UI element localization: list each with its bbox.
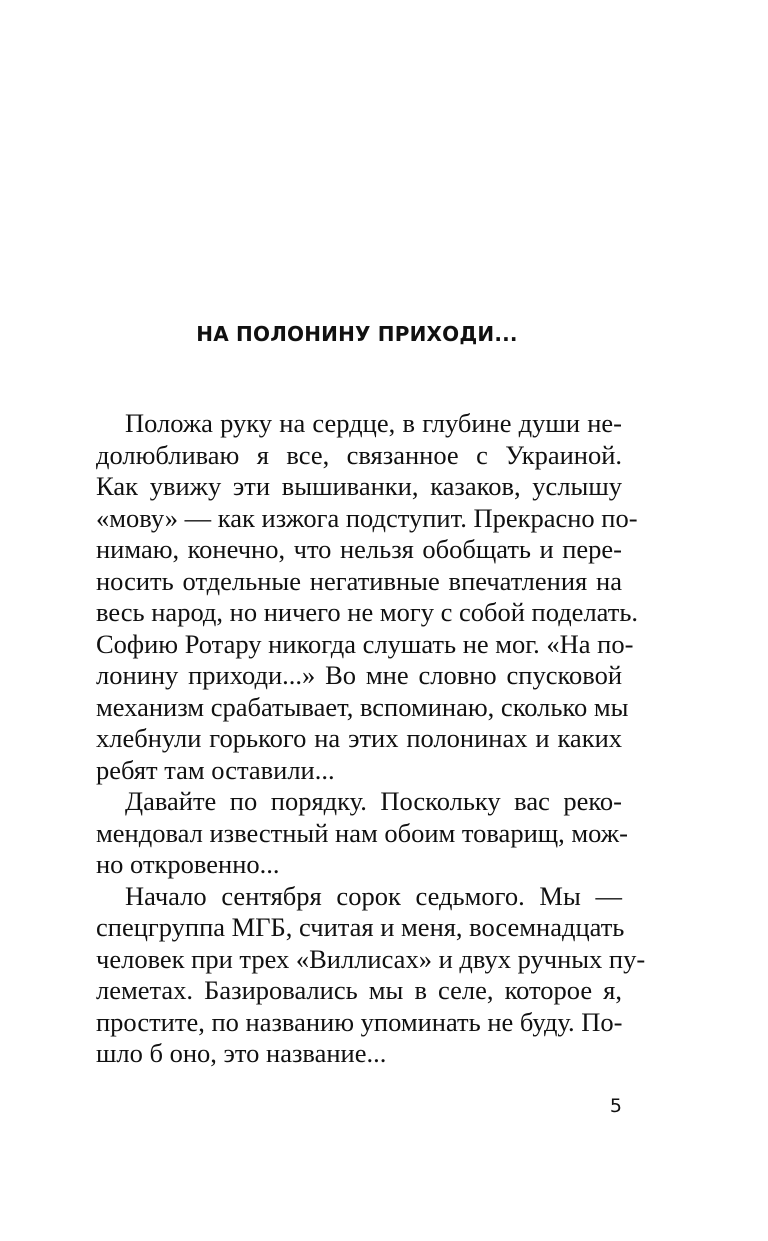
body-text — [96, 408, 646, 1070]
text-line: Софию Ротару никогда слушать не мог. «На по- — [96, 628, 634, 659]
text-line: Начало сентября сорок седьмого. Мы — — [125, 880, 622, 911]
text-line: леметах. Базировались мы в селе, которое я, — [96, 975, 622, 1005]
text-line: но откровенно... — [96, 849, 280, 879]
text-line: долюбливаю я все, связанное с Украиной. — [96, 439, 622, 470]
text-line: нимаю, конечно, что нельзя обобщать и пере- — [96, 534, 622, 564]
paragraph-2 — [96, 786, 628, 881]
chapter-title: НА ПОЛОНИНУ ПРИХОДИ... — [196, 322, 518, 346]
text-line: мендовал известный нам обоим товарищ, мож- — [96, 817, 628, 848]
text-line: Давайте по порядку. Поскольку вас реко- — [125, 786, 622, 816]
text-line: механизм срабатывает, вспоминаю, сколько мы — [96, 691, 629, 722]
text-line: ребят там оставили... — [96, 754, 335, 785]
text-line: Как увижу эти вышиванки, казаков, услышу — [96, 471, 622, 501]
text-line: Положа руку на сердце, в глубине души не- — [125, 408, 622, 438]
text-line: шло б оно, это название... — [96, 1038, 387, 1068]
text-line: лонину приходи...» Во мне словно спусковой — [96, 660, 622, 690]
paragraph-3 — [96, 880, 646, 1070]
text-line: весь народ, но ничего не могу с собой поделать. — [96, 597, 639, 627]
text-line: носить отдельные негативные впечатления на — [96, 565, 622, 596]
text-line: человек при трех «Виллисах» и двух ручных пу- — [96, 943, 646, 974]
text-line: хлебнули горького на этих полонинах и каких — [96, 723, 622, 753]
page-number: 5 — [609, 1095, 622, 1117]
text-line: простите, по названию упоминать не буду. По- — [96, 1006, 623, 1037]
text-line: спецгруппа МГБ, считая и меня, восемнадцать — [96, 912, 625, 942]
paragraph-1 — [96, 408, 639, 786]
text-line: «мову» — как изжога подступит. Прекрасно по- — [96, 502, 638, 533]
